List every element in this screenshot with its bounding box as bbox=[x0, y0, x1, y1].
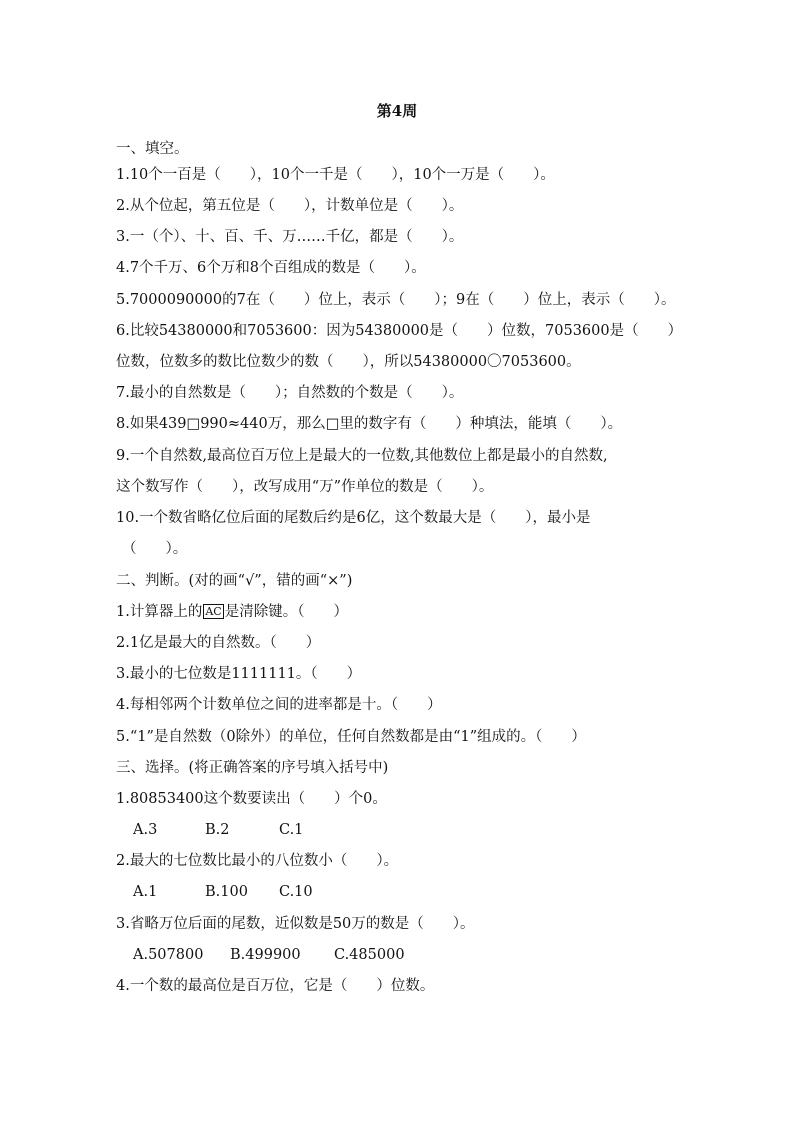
judge-question-4: 4.每相邻两个计数单位之间的进率都是十。（ ） bbox=[116, 697, 442, 713]
fill-question-5: 5.7000090000的7在（ ）位上，表示（ ）；9在（ ）位上，表示（ ）。 bbox=[116, 292, 676, 308]
section-choice-heading: 三、选择。(将正确答案的序号填入括号中) bbox=[116, 760, 389, 776]
choice-2-option-c: C.10 bbox=[279, 884, 313, 900]
fill-question-8: 8.如果439□990≈440万，那么□里的数字有（ ）种填法，能填（ ）。 bbox=[116, 416, 623, 432]
judge-question-3: 3.最小的七位数是1111111。（ ） bbox=[116, 666, 362, 682]
fill-question-2: 2.从个位起，第五位是（ ），计数单位是（ ）。 bbox=[116, 198, 464, 214]
judge-question-5: 5.“1”是自然数（0除外）的单位，任何自然数都是由“1”组成的。（ ） bbox=[116, 729, 586, 745]
choice-3-option-a: A.507800 bbox=[133, 947, 204, 963]
judge-question-1 bbox=[116, 602, 716, 622]
fill-question-6-line-2: 位数，位数多的数比位数少的数（ ），所以54380000〇7053600。 bbox=[116, 354, 581, 370]
choice-2-option-b: B.100 bbox=[205, 884, 248, 900]
judge-question-2: 2.1亿是最大的自然数。（ ） bbox=[116, 635, 321, 651]
fill-question-4: 4.7个千万、6个万和8个百组成的数是（ ）。 bbox=[116, 260, 426, 276]
choice-question-3: 3.省略万位后面的尾数，近似数是50万的数是（ ）。 bbox=[116, 916, 475, 932]
choice-1-option-b: B.2 bbox=[205, 822, 230, 838]
fill-question-7: 7.最小的自然数是（ ）；自然数的个数是（ ）。 bbox=[116, 385, 464, 401]
judge-question-1-prefix: 1.计算器上的 bbox=[116, 604, 203, 620]
fill-question-3: 3.一（个）、十、百、千、万……千亿，都是（ ）。 bbox=[116, 229, 464, 245]
section-fill-heading: 一、填空。 bbox=[116, 141, 189, 157]
choice-question-4: 4.一个数的最高位是百万位，它是（ ）位数。 bbox=[116, 978, 435, 994]
choice-2-option-a: A.1 bbox=[133, 884, 158, 900]
section-judge-heading: 二、判断。(对的画“√”，错的画“×”) bbox=[116, 573, 353, 589]
ac-key-icon: AC bbox=[205, 605, 222, 618]
fill-question-6-line-1: 6.比较54380000和7053600：因为54380000是（ ）位数，7053600是（ ） bbox=[116, 323, 683, 339]
fill-question-9-line-1: 9.一个自然数,最高位百万位上是最大的一位数,其他数位上都是最小的自然数, bbox=[116, 448, 608, 464]
choice-3-option-c: C.485000 bbox=[334, 947, 405, 963]
choice-3-option-b: B.499900 bbox=[230, 947, 301, 963]
judge-question-1-suffix: 是清除键。（ ） bbox=[224, 604, 348, 620]
fill-question-10-line-1: 10.一个数省略亿位后面的尾数后约是6亿，这个数最大是（ ），最小是 bbox=[116, 510, 591, 526]
page-title: 第4周 bbox=[376, 102, 418, 120]
choice-question-2: 2.最大的七位数比最小的八位数小（ ）。 bbox=[116, 853, 399, 869]
choice-1-option-a: A.3 bbox=[133, 822, 158, 838]
fill-question-1: 1.10个一百是（ ），10个一千是（ ），10个一万是（ ）。 bbox=[116, 167, 555, 183]
choice-1-option-c: C.1 bbox=[279, 822, 304, 838]
choice-question-1: 1.80853400这个数要读出（ ）个0。 bbox=[116, 791, 387, 807]
fill-question-10-line-2: （ ）。 bbox=[122, 541, 188, 557]
fill-question-9-line-2: 这个数写作（ ），改写成用“万”作单位的数是（ ）。 bbox=[116, 479, 494, 495]
